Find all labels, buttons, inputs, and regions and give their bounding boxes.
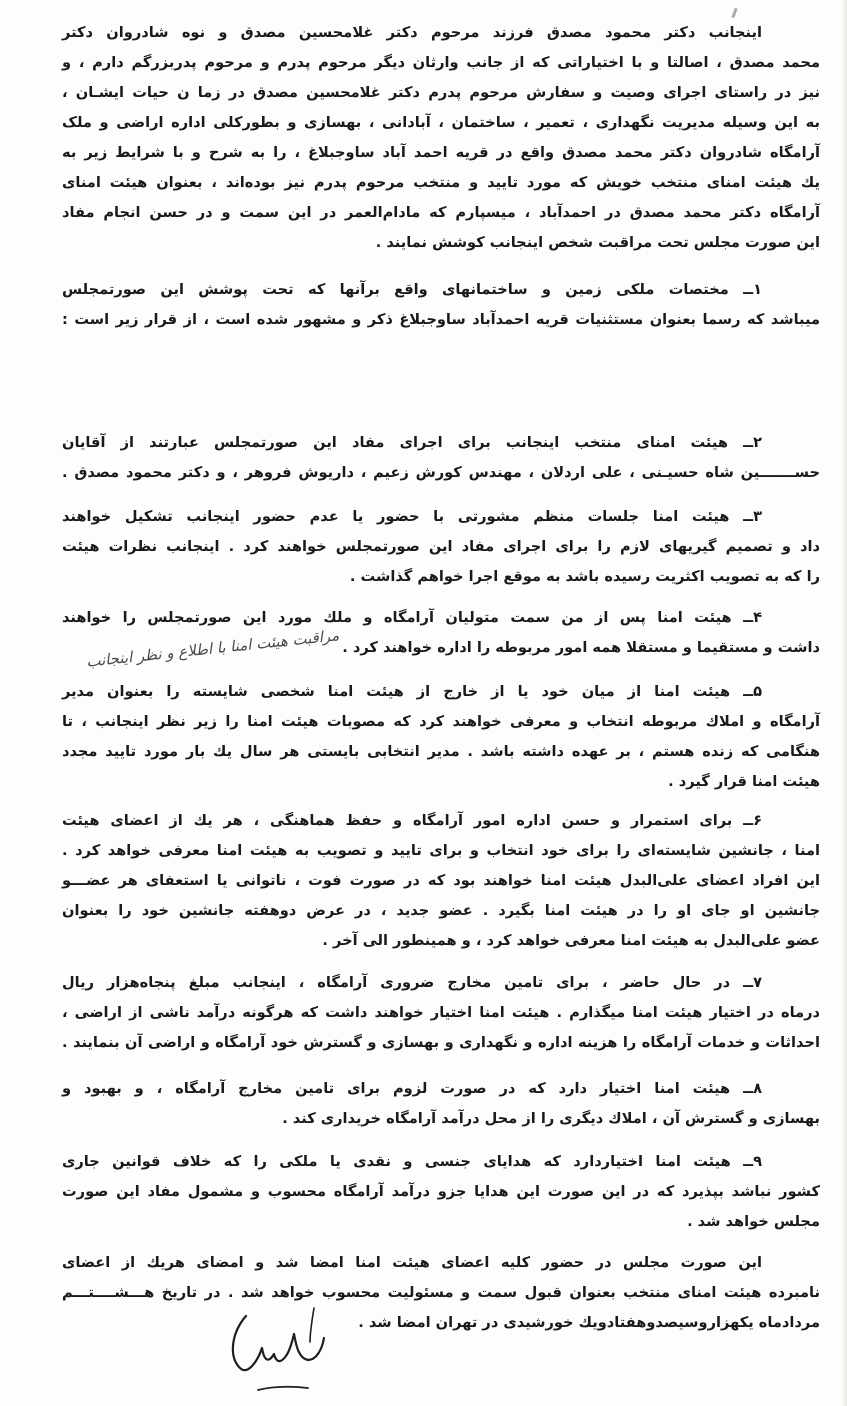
text-line: ۲ــ هیئت امنای منتخب اینجانب برای اجرای مفاد این صورتمجلس عبارتند از آقایان xyxy=(62,434,762,451)
text-line: یك هیئت امنای منتخب خویش که مورد تایید و منتخب مرحوم پدرم نیز بوده‌اند ، بعنوان هیئت امنای xyxy=(62,174,820,191)
text-line: مردادماه یکهزاروسیصدوهفتادویك خورشیدی در تهران امضا شد . xyxy=(358,1314,820,1331)
paragraph-item-7 xyxy=(62,968,820,1058)
text-line: کشور نباشد بپذیرد که در این صورت این هدایا جزو درآمد آرامگاه محسوب و مشمول مفاد این صورت xyxy=(62,1183,820,1200)
text-line: ۴ــ هیئت امنا پس از من سمت متولیان آرامگاه و ملك مورد این صورتمجلس را خواهند xyxy=(62,609,762,626)
paragraph-item-2 xyxy=(62,428,820,488)
text-line: عضو علی‌البدل به هیئت امنا معرفی خواهد کرد ، و همینطور الی آخر . xyxy=(322,932,820,949)
paragraph-intro xyxy=(62,18,820,258)
handwritten-margin-note xyxy=(0,626,346,682)
text-line: اینجانب دکتر محمود مصدق فرزند مرحوم دکتر غلامحسین مصدق و نوه شادروان دکتر xyxy=(62,24,762,41)
text-line: این صورت مجلس در حضور کلیه اعضای هیئت امنا امضا شد و امضای هریك از اعضای xyxy=(62,1254,762,1271)
handwritten-note-text: مراقبت هیئت امنا با اطلاع و نظر اینجانب xyxy=(85,626,340,671)
text-line: ۵ــ هیئت امنا از میان خود یا از خارج از هیئت امنا شخصی شایسته را بعنوان مدیر xyxy=(62,683,762,700)
text-line: ۹ــ هیئت امنا اختیاردارد که هدایای جنسی و نقدی یا ملکی را که خلاف قوانین جاری xyxy=(62,1153,762,1170)
text-line: آرامگاه دکتر محمد مصدق در احمدآباد ، میسپارم که مادام‌العمر در این سمت و در حسن انجام مفاد xyxy=(62,204,820,221)
text-line: ۱ــ مختصات ملکی زمین و ساختمانهای واقع برآنها که تحت پوشش این صورتمجلس xyxy=(62,281,762,298)
text-line: به این وسیله مدیریت نگهداری ، تعمیر ، ساختمان ، آبادانی ، بهسازی و بطورکلی اداره اراضی و ملک xyxy=(62,114,820,131)
text-line: محمد مصدق ، اصالتا و با اختیاراتی که از جانب وارثان دیگر مرحوم پدرم و مرحوم پدربزرگم دارم ، و xyxy=(62,54,820,71)
text-line: نامبرده هیئت امنای منتخب بعنوان قبول سمت و مسئولیت محسوب خواهد شد . در تاریخ هـــشــــتـــم xyxy=(62,1284,820,1301)
text-line: هیئت امنا قرار گیرد . xyxy=(668,773,820,790)
text-line: ۳ــ هیئت امنا جلسات منظم مشورتی با حضور یا عدم حضور اینجانب تشکیل خواهند xyxy=(62,508,762,525)
text-line: بهسازی و گسترش آن ، املاك دیگری را از محل درآمد آرامگاه خریداری کند . xyxy=(282,1110,820,1127)
text-line: را که به تصویب اکثریت رسیده باشد به موقع اجرا خواهم گذاشت . xyxy=(349,568,820,585)
text-line: ۶ــ برای استمرار و حسن اداره امور آرامگاه و حفظ هماهنگی ، هر یك از اعضای هیئت xyxy=(62,812,762,829)
text-line: ۷ــ در حال حاضر ، برای تامین مخارج ضروری آرامگاه ، اینجانب مبلغ پنجاه‌هزار ریال xyxy=(62,974,762,991)
text-line: ۸ــ هیئت امنا اختیار دارد که در صورت لزوم برای تامین مخارج آرامگاه ، و بهبود و xyxy=(62,1080,762,1097)
text-line: آرامگاه و املاك مربوطه انتخاب و معرفی خواهند کرد که مصوبات هیئت امنا را زیر نظر اینجانب ، تا xyxy=(62,713,820,730)
paragraph-closing xyxy=(62,1248,820,1338)
text-line: این افراد اعضای علی‌البدل هیئت امنا خواهند بود که در صورت فوت ، ناتوانی یا استعفای هر عضـــو xyxy=(62,872,820,889)
text-line: حســـــــین شاه حسیـنی ، علی اردلان ، مهندس کورش زعیم ، داریوش فروهر ، و دکتر محمود مصدق . xyxy=(62,464,820,481)
text-line: نیز در راستای اجرای وصیت و سفارش مرحوم پدرم دکتر غلامحسین مصدق در زما ن حیات ایشـان ، xyxy=(62,84,820,101)
text-line: درماه در اختیار هیئت امنا میگذارم . هیئت امنا اختیار خواهند داشت که هرگونه درآمد ناشی از اراضی ، xyxy=(62,1004,820,1021)
text-line: امنا ، جانشین شایسته‌ای را برای خود انتخاب و برای تایید و تصویب به هیئت امنا معرفی خواهد کرد . xyxy=(62,842,820,859)
handwritten-signature xyxy=(218,1298,338,1398)
paragraph-item-1 xyxy=(62,275,820,335)
text-line: احداثات و خدمات آرامگاه را هزینه اداره و نگهداری و بهسازی و گسترش خود آرامگاه و اراضی آن بنمایند . xyxy=(62,1034,820,1051)
paragraph-item-5 xyxy=(62,677,820,797)
paragraph-item-9 xyxy=(62,1147,820,1237)
stray-ink-mark xyxy=(731,8,737,18)
text-line: هنگامی که زنده هستم ، بر عهده داشته باشد . مدیر انتخابی بایستی هر سال یك بار مورد تایید مجدد xyxy=(62,743,820,760)
paragraph-item-6 xyxy=(62,806,820,956)
scan-edge-shadow xyxy=(841,0,847,1406)
paragraph-item-3 xyxy=(62,502,820,592)
text-line: آرامگاه شادروان دکتر محمد مصدق واقع در قریه احمد آباد ساوجبلاغ ، را به شرح و با شرایط زیر به xyxy=(62,144,820,161)
paragraph-item-8 xyxy=(62,1074,820,1134)
text-line: مجلس خواهد شد . xyxy=(687,1213,820,1230)
text-line: داد و تصمیم گیریهای لازم را برای اجرای مفاد این صورتمجلس خواهند کرد . اینجانب نظرات هیئت xyxy=(62,538,820,555)
text-line: این صورت مجلس تحت مراقبت شخص اینجانب کوشش نمایند . xyxy=(375,234,820,251)
text-line: داشت و مستقیما و مستقلا همه امور مربوطه را اداره خواهند کرد . xyxy=(342,639,820,656)
text-line: جانشین او جای او را در هیئت امنا بگیرد . عضو جدید ، در عرض دوهفته جانشین خود را بعنوان xyxy=(62,902,820,919)
text-line: میباشد که رسما بعنوان مستثنیات قریه احمدآباد ساوجبلاغ ذکر و مشهور شده است ، از قرار زیر است : xyxy=(62,311,820,328)
